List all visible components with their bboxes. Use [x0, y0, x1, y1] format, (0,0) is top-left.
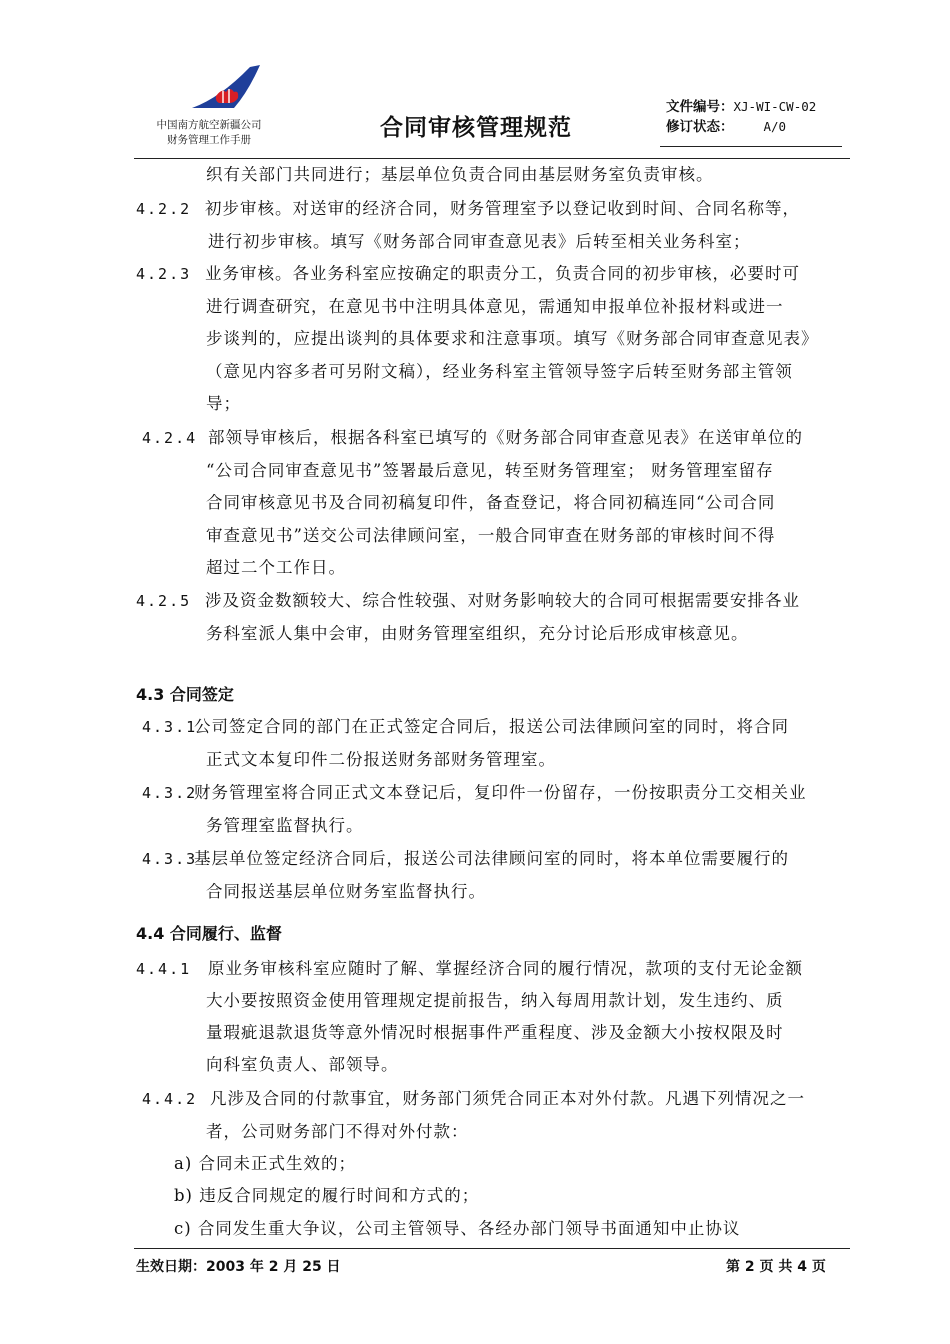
clause-number: 4.3.2 — [142, 784, 198, 802]
company-line-2: 财务管理工作手册 — [167, 134, 251, 146]
list-item: c) 合同发生重大争议，公司主管领导、各经办部门领导书面通知中止协议 — [174, 1219, 741, 1238]
body-line: 合同审核意见书及合同初稿复印件，备查登记，将合同初稿连同“公司合同 — [206, 493, 776, 512]
body-line: 凡涉及合同的付款事宜，财务部门须凭合同正本对外付款。凡遇下列情况之一 — [210, 1089, 805, 1108]
body-line: 导； — [206, 394, 241, 413]
body-line: （意见内容多者可另附文稿），经业务科室主管领导签字后转至财务部主管领 — [206, 362, 793, 381]
body-line: 涉及资金数额较大、综合性较强、对财务影响较大的合同可根据需要安排各业 — [205, 591, 800, 610]
clause-number: 4.3.1 — [142, 718, 198, 736]
body-line: 部领导审核后，根据各科室已填写的《财务部合同审查意见表》在送审单位的 — [208, 428, 803, 447]
body-line: 财务管理室将合同正式文本登记后，复印件一份留存，一份按职责分工交相关业 — [194, 783, 807, 802]
body-line: 大小要按照资金使用管理规定提前报告，纳入每周用款计划，发生违约、质 — [206, 991, 784, 1010]
clause-number: 4.2.2 — [136, 200, 192, 218]
list-item: a) 合同未正式生效的； — [174, 1154, 357, 1173]
body-line: 公司签定合同的部门在正式签定合同后，报送公司法律顾问室的同时，将合同 — [194, 717, 789, 736]
body-line: 审查意见书”送交公司法律顾问室，一般合同审查在财务部的审核时间不得 — [206, 526, 776, 545]
clause-number: 4.2.3 — [136, 265, 192, 283]
doc-number-value: XJ-WI-CW-02 — [733, 99, 817, 114]
document-title: 合同审核管理规范 — [380, 115, 572, 141]
clause-number: 4.4.1 — [136, 960, 192, 978]
body-line: 正式文本复印件二份报送财务部财务管理室。 — [206, 750, 556, 769]
body-line: 超过二个工作日。 — [206, 558, 346, 577]
body-line: 量瑕疵退款退货等意外情况时根据事件严重程度、涉及金额大小按权限及时 — [206, 1023, 784, 1042]
body-line: 基层单位签定经济合同后，报送公司法律顾问室的同时，将本单位需要履行的 — [194, 849, 789, 868]
body-line: 合同报送基层单位财务室监督执行。 — [206, 882, 486, 901]
body-line: 初步审核。对送审的经济合同，财务管理室予以登记收到时间、合同名称等， — [205, 199, 800, 218]
section-heading: 4.4 合同履行、监督 — [136, 924, 282, 943]
body-line: 务科室派人集中会审，由财务管理室组织，充分讨论后形成审核意见。 — [206, 624, 749, 643]
clause-number: 4.4.2 — [142, 1090, 198, 1108]
body-line: 业务审核。各业务科室应按确定的职责分工，负责合同的初步审核，必要时可 — [205, 264, 800, 283]
body-line: 织有关部门共同进行；基层单位负责合同由基层财务室负责审核。 — [206, 165, 714, 184]
revision-label: 修订状态： — [666, 119, 734, 135]
clause-number: 4.2.5 — [136, 592, 192, 610]
revision-value: A/0 — [763, 119, 787, 134]
body-line: 务管理室监督执行。 — [206, 816, 364, 835]
effective-date: 生效日期：2003 年 2 月 25 日 — [136, 1259, 341, 1275]
list-item: b) 违反合同规定的履行时间和方式的； — [174, 1186, 480, 1205]
company-line-1: 中国南方航空新疆公司 — [156, 119, 262, 131]
body-line: 进行调查研究，在意见书中注明具体意见，需通知申报单位补报材料或进一 — [206, 297, 784, 316]
section-heading: 4.3 合同签定 — [136, 685, 234, 704]
body-line: “公司合同审查意见书”签署最后意见，转至财务管理室； 财务管理室留存 — [206, 461, 774, 480]
page-number: 第 2 页 共 4 页 — [726, 1259, 826, 1275]
footer-divider — [134, 1248, 850, 1249]
body-line: 步谈判的，应提出谈判的具体要求和注意事项。填写《财务部合同审查意见表》 — [206, 329, 819, 348]
body-line: 向科室负责人、部领导。 — [206, 1055, 399, 1074]
body-line: 者，公司财务部门不得对外付款： — [206, 1122, 469, 1141]
clause-number: 4.2.4 — [142, 429, 198, 447]
clause-number: 4.3.3 — [142, 850, 198, 868]
body-line: 进行初步审核。填写《财务部合同审查意见表》后转至相关业务科室； — [208, 232, 751, 251]
doc-number-label: 文件编号： — [666, 99, 734, 115]
body-line: 原业务审核科室应随时了解、掌握经济合同的履行情况，款项的支付无论金额 — [208, 959, 803, 978]
